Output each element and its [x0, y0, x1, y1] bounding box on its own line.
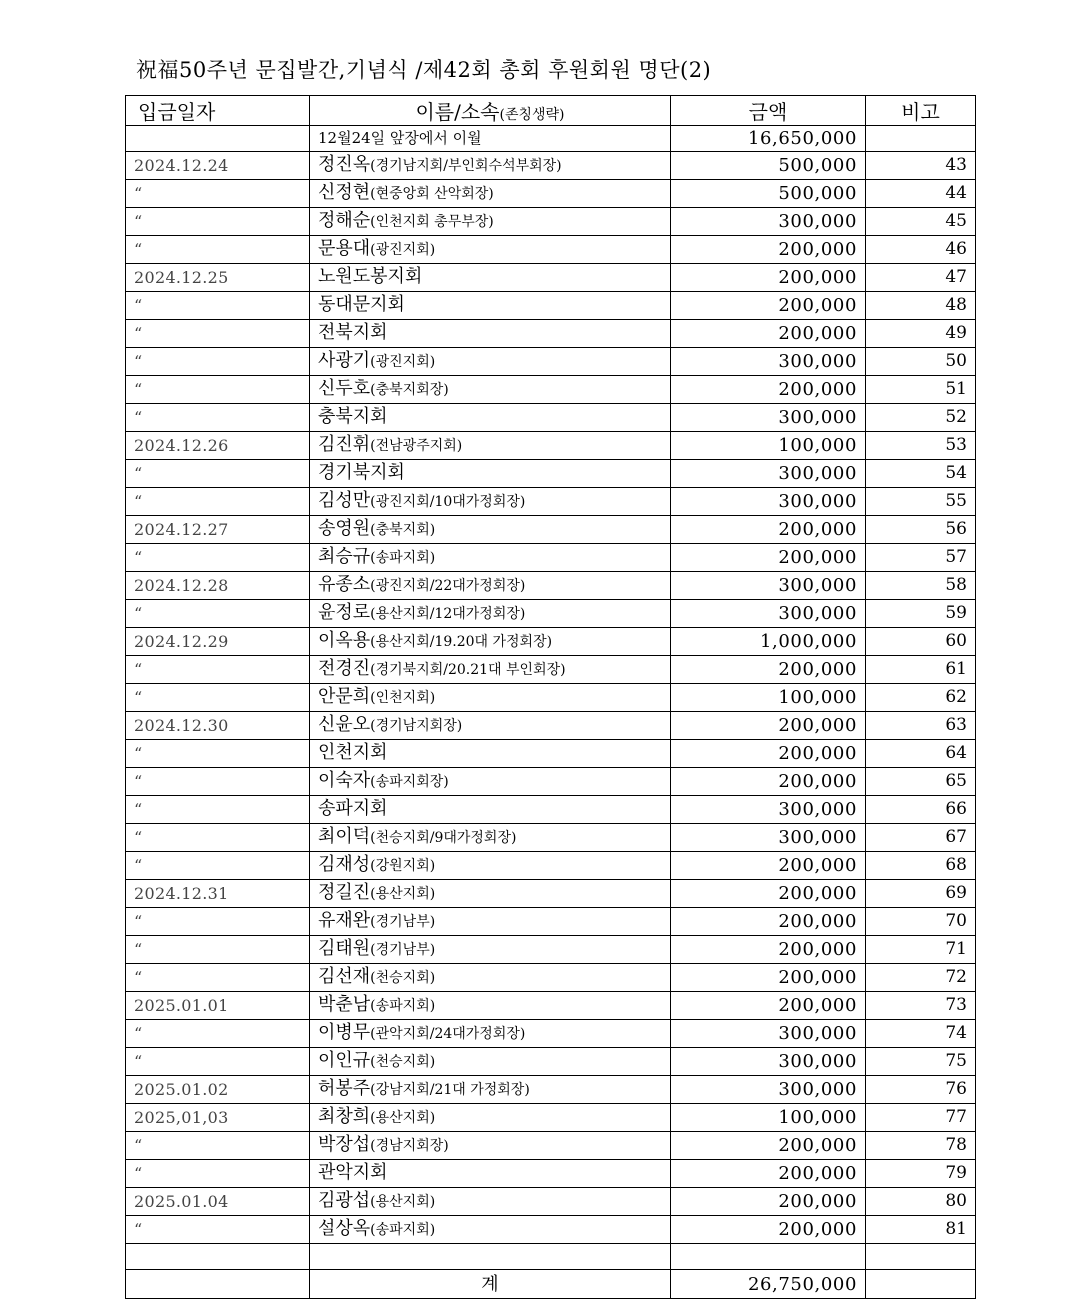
- date-cell: 2024.12.26: [126, 432, 310, 460]
- donor-affiliation: (광진지회): [370, 242, 436, 258]
- header-name-sub: (존칭생략): [499, 107, 565, 123]
- amount-cell: 300,000: [671, 824, 866, 852]
- note-cell: 80: [866, 1188, 976, 1216]
- date-cell: “: [126, 1132, 310, 1160]
- amount-cell: 200,000: [671, 964, 866, 992]
- note-cell: 61: [866, 656, 976, 684]
- note-cell: 79: [866, 1160, 976, 1188]
- note-cell: 73: [866, 992, 976, 1020]
- date-cell: “: [126, 908, 310, 936]
- date-cell: “: [126, 1020, 310, 1048]
- amount-cell: 100,000: [671, 1104, 866, 1132]
- table-row: [126, 572, 976, 600]
- name-cell: [310, 1076, 671, 1104]
- date-cell: “: [126, 796, 310, 824]
- note-cell: 50: [866, 348, 976, 376]
- name-cell: [310, 348, 671, 376]
- donor-affiliation: (강원지회): [370, 858, 436, 874]
- date-cell: 2025.01.01: [126, 992, 310, 1020]
- donor-affiliation: (경기북지회/20.21대 부인회장): [370, 662, 566, 678]
- table-row: [126, 1160, 976, 1188]
- name-cell: [310, 432, 671, 460]
- table-row: [126, 152, 976, 180]
- donor-name: 최이덕: [318, 826, 371, 847]
- note-cell: 64: [866, 740, 976, 768]
- amount-cell: 200,000: [671, 264, 866, 292]
- note-cell: 56: [866, 516, 976, 544]
- donor-affiliation: (경기남지회/부인회수석부회장): [370, 158, 562, 174]
- header-row: [126, 96, 976, 126]
- table-row: [126, 208, 976, 236]
- donor-affiliation: (용산지회): [370, 886, 436, 902]
- note-cell: 75: [866, 1048, 976, 1076]
- name-cell: [310, 460, 671, 488]
- amount-cell: 200,000: [671, 1160, 866, 1188]
- table-row: [126, 1216, 976, 1244]
- table-row: [126, 880, 976, 908]
- table-row: [126, 516, 976, 544]
- name-cell: [310, 320, 671, 348]
- name-cell: [310, 880, 671, 908]
- amount-cell: 200,000: [671, 880, 866, 908]
- donor-name: 이숙자: [318, 770, 371, 791]
- total-date-cell: [126, 1270, 310, 1299]
- date-cell: “: [126, 460, 310, 488]
- note-cell: 71: [866, 936, 976, 964]
- blank-row: [126, 1244, 976, 1270]
- note-cell: 46: [866, 236, 976, 264]
- amount-cell: 100,000: [671, 684, 866, 712]
- table-row: [126, 292, 976, 320]
- name-cell: [310, 516, 671, 544]
- table-row: [126, 712, 976, 740]
- amount-cell: 200,000: [671, 292, 866, 320]
- note-cell: 76: [866, 1076, 976, 1104]
- date-cell: “: [126, 292, 310, 320]
- date-cell: “: [126, 600, 310, 628]
- donor-name: 경기북지회: [318, 462, 405, 483]
- header-amount: 금액: [671, 96, 866, 126]
- note-cell: 57: [866, 544, 976, 572]
- donor-affiliation: (송파지회): [370, 1222, 436, 1238]
- table-row: [126, 1132, 976, 1160]
- donor-name: 박장섭: [318, 1134, 371, 1155]
- name-cell: [310, 1020, 671, 1048]
- donor-name: 윤정로: [318, 602, 371, 623]
- date-cell: “: [126, 488, 310, 516]
- donor-name: 사광기: [318, 350, 371, 371]
- date-cell: “: [126, 208, 310, 236]
- note-cell: 74: [866, 1020, 976, 1048]
- note-cell: 65: [866, 768, 976, 796]
- name-cell: [310, 572, 671, 600]
- date-cell: 2025.01.02: [126, 1076, 310, 1104]
- amount-cell: 200,000: [671, 852, 866, 880]
- donor-name: 신윤오: [318, 714, 371, 735]
- note-cell: 47: [866, 264, 976, 292]
- donor-name: 김선재: [318, 966, 371, 987]
- table-row: [126, 320, 976, 348]
- amount-cell: 200,000: [671, 712, 866, 740]
- donor-affiliation: (천승지회): [370, 970, 436, 986]
- donor-affiliation: (경남지회장): [370, 1138, 449, 1154]
- note-cell: 60: [866, 628, 976, 656]
- note-cell: 59: [866, 600, 976, 628]
- donor-name: 인천지회: [318, 742, 388, 763]
- date-cell: “: [126, 376, 310, 404]
- table-row: [126, 432, 976, 460]
- blank-cell: [126, 1244, 310, 1270]
- donor-affiliation: (경기남지회장): [370, 718, 463, 734]
- table-row: [126, 740, 976, 768]
- donor-affiliation: (천승지회): [370, 1054, 436, 1070]
- name-cell: [310, 796, 671, 824]
- donor-affiliation: (천승지회/9대가정회장): [370, 830, 517, 846]
- note-cell: 68: [866, 852, 976, 880]
- name-cell: [310, 292, 671, 320]
- name-cell: [310, 600, 671, 628]
- table-row: [126, 1048, 976, 1076]
- donor-affiliation: (강남지회/21대 가정회장): [370, 1082, 530, 1098]
- amount-cell: 300,000: [671, 488, 866, 516]
- date-cell: “: [126, 1160, 310, 1188]
- table-row: [126, 348, 976, 376]
- header-name-label: 이름/소속: [415, 100, 500, 124]
- amount-cell: 200,000: [671, 992, 866, 1020]
- name-cell: [310, 376, 671, 404]
- carry-date-cell: [126, 126, 310, 152]
- name-cell: [310, 740, 671, 768]
- table-row: [126, 684, 976, 712]
- donor-name: 최창희: [318, 1106, 371, 1127]
- table-row: [126, 964, 976, 992]
- total-label: 계: [310, 1270, 671, 1299]
- donor-affiliation: (송파지회): [370, 550, 436, 566]
- donor-affiliation: (광진지회/10대가정회장): [370, 494, 526, 510]
- note-cell: 63: [866, 712, 976, 740]
- donor-name: 노원도봉지회: [318, 266, 423, 287]
- table-row: [126, 852, 976, 880]
- date-cell: “: [126, 852, 310, 880]
- amount-cell: 1,000,000: [671, 628, 866, 656]
- donor-name: 최승규: [318, 546, 371, 567]
- amount-cell: 200,000: [671, 740, 866, 768]
- note-cell: 72: [866, 964, 976, 992]
- total-row: [126, 1270, 976, 1299]
- amount-cell: 200,000: [671, 236, 866, 264]
- date-cell: “: [126, 404, 310, 432]
- table-row: [126, 404, 976, 432]
- name-cell: [310, 152, 671, 180]
- note-cell: 77: [866, 1104, 976, 1132]
- amount-cell: 300,000: [671, 796, 866, 824]
- note-cell: 70: [866, 908, 976, 936]
- note-cell: 52: [866, 404, 976, 432]
- amount-cell: 200,000: [671, 908, 866, 936]
- date-cell: “: [126, 740, 310, 768]
- date-cell: “: [126, 1216, 310, 1244]
- amount-cell: 200,000: [671, 768, 866, 796]
- donor-name: 관악지회: [318, 1162, 388, 1183]
- document-title: 祝福50주년 문집발간,기념식 /제42회 총회 후원회원 명단(2): [136, 58, 712, 82]
- donor-name: 충북지회: [318, 406, 388, 427]
- note-cell: 51: [866, 376, 976, 404]
- amount-cell: 200,000: [671, 1188, 866, 1216]
- donor-name: 정진옥: [318, 154, 371, 175]
- header-date: 입금일자: [126, 96, 310, 126]
- donor-name: 유종소: [318, 574, 371, 595]
- note-cell: 67: [866, 824, 976, 852]
- donor-affiliation: (송파지회): [370, 998, 436, 1014]
- name-cell: [310, 404, 671, 432]
- name-cell: [310, 992, 671, 1020]
- table-row: [126, 460, 976, 488]
- table-row: [126, 488, 976, 516]
- name-cell: [310, 768, 671, 796]
- amount-cell: 200,000: [671, 376, 866, 404]
- name-cell: [310, 824, 671, 852]
- name-cell: [310, 1104, 671, 1132]
- donor-affiliation: (충북지회장): [370, 382, 449, 398]
- table-row: [126, 628, 976, 656]
- donor-affiliation: (충북지회): [370, 522, 436, 538]
- note-cell: 48: [866, 292, 976, 320]
- date-cell: 2024.12.31: [126, 880, 310, 908]
- donor-affiliation: (현중앙회 산악회장): [370, 186, 494, 202]
- total-amount: 26,750,000: [671, 1270, 866, 1299]
- name-cell: [310, 964, 671, 992]
- donor-name: 송파지회: [318, 798, 388, 819]
- date-cell: 2024.12.27: [126, 516, 310, 544]
- amount-cell: 200,000: [671, 1216, 866, 1244]
- date-cell: “: [126, 544, 310, 572]
- donor-name: 설상옥: [318, 1218, 371, 1239]
- amount-cell: 300,000: [671, 600, 866, 628]
- amount-cell: 200,000: [671, 1132, 866, 1160]
- note-cell: 53: [866, 432, 976, 460]
- table-row: [126, 992, 976, 1020]
- blank-cell: [310, 1244, 671, 1270]
- date-cell: 2024.12.29: [126, 628, 310, 656]
- date-cell: 2025,01,03: [126, 1104, 310, 1132]
- donor-name: 정해순: [318, 210, 371, 231]
- donor-name: 이병무: [318, 1022, 371, 1043]
- donor-affiliation: (용산지회): [370, 1194, 436, 1210]
- table-row: [126, 180, 976, 208]
- donor-name: 신두호: [318, 378, 371, 399]
- donor-affiliation: (용산지회/12대가정회장): [370, 606, 526, 622]
- table-row: [126, 1188, 976, 1216]
- note-cell: 62: [866, 684, 976, 712]
- donor-name: 김재성: [318, 854, 371, 875]
- name-cell: [310, 1160, 671, 1188]
- name-cell: [310, 908, 671, 936]
- amount-cell: 200,000: [671, 936, 866, 964]
- name-cell: [310, 656, 671, 684]
- donor-name: 김광섭: [318, 1190, 371, 1211]
- donor-name: 문용대: [318, 238, 371, 259]
- name-cell: [310, 1216, 671, 1244]
- donor-table: [125, 95, 976, 1299]
- donor-affiliation: (경기남부): [370, 914, 436, 930]
- carry-note-cell: [866, 126, 976, 152]
- date-cell: “: [126, 348, 310, 376]
- donor-affiliation: (송파지회장): [370, 774, 449, 790]
- donor-affiliation: (관악지회/24대가정회장): [370, 1026, 526, 1042]
- donor-name: 정길진: [318, 882, 371, 903]
- table-row: [126, 1020, 976, 1048]
- donor-name: 김진휘: [318, 434, 371, 455]
- name-cell: [310, 264, 671, 292]
- amount-cell: 500,000: [671, 180, 866, 208]
- name-cell: [310, 628, 671, 656]
- donor-affiliation: (용산지회/19.20대 가정회장): [370, 634, 553, 650]
- carry-amount: 16,650,000: [671, 126, 866, 152]
- name-cell: [310, 180, 671, 208]
- table-row: [126, 1104, 976, 1132]
- donor-affiliation: (경기남부): [370, 942, 436, 958]
- total-note-cell: [866, 1270, 976, 1299]
- amount-cell: 300,000: [671, 1020, 866, 1048]
- donor-name: 신정현: [318, 182, 371, 203]
- note-cell: 54: [866, 460, 976, 488]
- carry-over-row: [126, 126, 976, 152]
- blank-cell: [671, 1244, 866, 1270]
- donor-name: 박춘남: [318, 994, 371, 1015]
- table-row: [126, 376, 976, 404]
- amount-cell: 200,000: [671, 656, 866, 684]
- date-cell: “: [126, 684, 310, 712]
- date-cell: “: [126, 656, 310, 684]
- note-cell: 81: [866, 1216, 976, 1244]
- donor-name: 김성만: [318, 490, 371, 511]
- date-cell: “: [126, 964, 310, 992]
- date-cell: “: [126, 824, 310, 852]
- donor-affiliation: (전남광주지회): [370, 438, 463, 454]
- amount-cell: 300,000: [671, 404, 866, 432]
- date-cell: “: [126, 768, 310, 796]
- name-cell: [310, 712, 671, 740]
- table-row: [126, 544, 976, 572]
- amount-cell: 300,000: [671, 1048, 866, 1076]
- donor-name: 전경진: [318, 658, 371, 679]
- header-note: 비고: [866, 96, 976, 126]
- donor-name: 이옥용: [318, 630, 371, 651]
- date-cell: 2024.12.30: [126, 712, 310, 740]
- date-cell: 2024.12.25: [126, 264, 310, 292]
- donor-name: 전북지회: [318, 322, 388, 343]
- date-cell: “: [126, 320, 310, 348]
- amount-cell: 200,000: [671, 516, 866, 544]
- note-cell: 55: [866, 488, 976, 516]
- header-name: [310, 96, 671, 126]
- donor-name: 안문희: [318, 686, 371, 707]
- date-cell: 2025.01.04: [126, 1188, 310, 1216]
- name-cell: [310, 208, 671, 236]
- table-row: [126, 768, 976, 796]
- amount-cell: 300,000: [671, 572, 866, 600]
- donor-name: 허봉주: [318, 1078, 371, 1099]
- carry-label: 12월24일 앞장에서 이월: [310, 126, 671, 152]
- table-row: [126, 1076, 976, 1104]
- date-cell: 2024.12.28: [126, 572, 310, 600]
- table-row: [126, 600, 976, 628]
- donor-name: 송영원: [318, 518, 371, 539]
- name-cell: [310, 684, 671, 712]
- donor-affiliation: (용산지회): [370, 1110, 436, 1126]
- date-cell: “: [126, 1048, 310, 1076]
- date-cell: 2024.12.24: [126, 152, 310, 180]
- table-row: [126, 824, 976, 852]
- note-cell: 78: [866, 1132, 976, 1160]
- name-cell: [310, 544, 671, 572]
- amount-cell: 300,000: [671, 460, 866, 488]
- donor-affiliation: (인천지회 총무부장): [370, 214, 494, 230]
- note-cell: 45: [866, 208, 976, 236]
- donor-name: 이인규: [318, 1050, 371, 1071]
- donor-name: 김태원: [318, 938, 371, 959]
- table-row: [126, 936, 976, 964]
- date-cell: “: [126, 936, 310, 964]
- amount-cell: 500,000: [671, 152, 866, 180]
- name-cell: [310, 1048, 671, 1076]
- table-row: [126, 908, 976, 936]
- amount-cell: 100,000: [671, 432, 866, 460]
- donor-name: 유재완: [318, 910, 371, 931]
- amount-cell: 300,000: [671, 348, 866, 376]
- note-cell: 43: [866, 152, 976, 180]
- name-cell: [310, 852, 671, 880]
- donor-affiliation: (광진지회/22대가정회장): [370, 578, 526, 594]
- note-cell: 69: [866, 880, 976, 908]
- name-cell: [310, 488, 671, 516]
- amount-cell: 300,000: [671, 208, 866, 236]
- name-cell: [310, 1132, 671, 1160]
- amount-cell: 200,000: [671, 544, 866, 572]
- note-cell: 44: [866, 180, 976, 208]
- name-cell: [310, 936, 671, 964]
- date-cell: “: [126, 236, 310, 264]
- donor-name: 동대문지회: [318, 294, 405, 315]
- table-row: [126, 796, 976, 824]
- note-cell: 49: [866, 320, 976, 348]
- amount-cell: 300,000: [671, 1076, 866, 1104]
- table-row: [126, 236, 976, 264]
- name-cell: [310, 236, 671, 264]
- blank-cell: [866, 1244, 976, 1270]
- donor-affiliation: (광진지회): [370, 354, 436, 370]
- date-cell: “: [126, 180, 310, 208]
- table-row: [126, 656, 976, 684]
- name-cell: [310, 1188, 671, 1216]
- note-cell: 66: [866, 796, 976, 824]
- amount-cell: 200,000: [671, 320, 866, 348]
- donor-affiliation: (인천지회): [370, 690, 436, 706]
- note-cell: 58: [866, 572, 976, 600]
- table-row: [126, 264, 976, 292]
